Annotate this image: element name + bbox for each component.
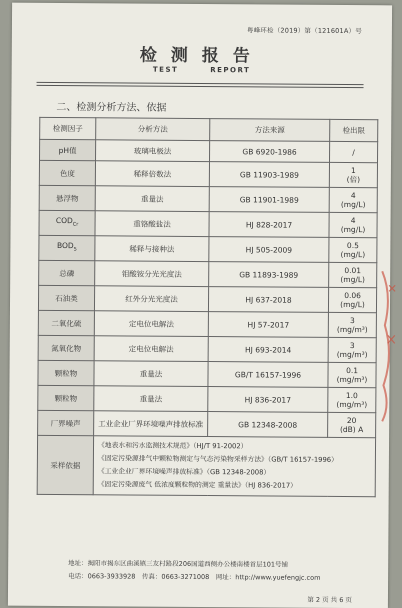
column-header: 检测因子 xyxy=(40,117,96,139)
table-row xyxy=(39,235,377,262)
limit-line: (mg/L) xyxy=(340,299,365,310)
factor-cell: pH值 xyxy=(40,139,96,160)
factor-cell: 颗粒物 xyxy=(38,360,94,385)
limit-line: 3 xyxy=(349,341,355,351)
limit-cell xyxy=(329,212,377,237)
limit-cell xyxy=(329,162,377,187)
source-cell: GB 12348-2008 xyxy=(208,412,328,438)
footer-address: 地址：揭阳市揭东区曲溪镇三友村路段206国道西侧办公楼南楼首层101号铺 xyxy=(68,559,289,569)
footer-contact: 电话：0663-3933928 传真：0663-3271008 网址：http://www.yuefengjc.com xyxy=(68,572,321,582)
table-row xyxy=(39,185,377,212)
table-row xyxy=(38,310,376,337)
limit-line: 0.06 xyxy=(344,291,361,301)
report-title: 检测报告 xyxy=(139,45,264,67)
report-number: 粤峰环检（2019）第（121601A）号 xyxy=(246,26,362,36)
limit-cell xyxy=(328,312,376,337)
factor-cell: 颗粒物 xyxy=(38,385,94,410)
basis-line: 《固定污染源废气 低浓度颗粒物的测定 重量法》（HJ 836-2017） xyxy=(97,480,298,490)
column-header: 方法来源 xyxy=(210,119,330,142)
limit-line: 4 xyxy=(350,216,356,226)
header-rule-thin xyxy=(37,85,364,88)
method-cell: 重铬酸盐法 xyxy=(95,211,209,237)
limit-line: 0.1 xyxy=(346,366,359,376)
column-header: 检出限 xyxy=(330,119,378,141)
basis-row xyxy=(37,435,375,496)
limit-line: (mg/m³) xyxy=(336,324,368,335)
limit-line: (mg/L) xyxy=(340,199,366,210)
method-table xyxy=(37,117,379,497)
basis-label: 采样依据 xyxy=(37,435,93,494)
factor-cell: 石油类 xyxy=(38,285,94,310)
method-cell: 工业企业厂界环境噪声排放标准 xyxy=(94,411,208,437)
basis-line: 《地表水和污水监测技术规范》（HJ/T 91-2002） xyxy=(97,441,248,451)
limit-cell xyxy=(328,387,376,412)
source-cell: GB 11893-1989 xyxy=(209,262,329,288)
source-cell: HJ 505-2009 xyxy=(209,237,329,263)
limit-cell xyxy=(328,287,376,312)
limit-line: 1.0 xyxy=(345,391,358,401)
table-row xyxy=(38,360,376,387)
method-cell: 定电位电解法 xyxy=(94,336,208,362)
table-row xyxy=(38,335,376,362)
limit-line: 3 xyxy=(349,316,355,326)
factor-cell: 氮氧化物 xyxy=(38,335,94,360)
limit-cell xyxy=(328,412,376,437)
limit-line: (mg/L) xyxy=(340,224,366,235)
limit-line: (mg/L) xyxy=(340,249,366,260)
column-header: 分析方法 xyxy=(96,118,210,141)
source-cell: HJ 57-2017 xyxy=(208,312,328,338)
basis-line: 《固定污染源排气中颗粒物测定与气态污染物采样方法》（GB/T 16157-1996） xyxy=(97,454,338,464)
limit-line: (mg/L) xyxy=(340,274,366,285)
factor-cell: 悬浮物 xyxy=(39,185,95,210)
limit-cell xyxy=(330,141,378,162)
limit-cell xyxy=(328,337,376,362)
limit-cell xyxy=(329,187,377,212)
table-row xyxy=(39,160,377,187)
source-cell: HJ 836-2017 xyxy=(208,387,328,413)
method-cell: 稀释与接种法 xyxy=(95,236,209,262)
limit-line: (mg/m³) xyxy=(336,349,368,360)
limit-line: 4 xyxy=(350,191,356,201)
source-cell: HJ 828-2017 xyxy=(209,212,329,238)
limit-line: 0.01 xyxy=(344,266,362,276)
limit-line: (dB) A xyxy=(339,424,364,435)
factor-cell: 色度 xyxy=(39,160,95,185)
section-title: 二、检测分析方法、依据 xyxy=(56,101,167,114)
factor-cell: $BOD_5$ xyxy=(39,235,95,260)
table-row xyxy=(38,385,376,412)
table-row xyxy=(38,410,376,437)
source-cell: GB/T 16157-1996 xyxy=(208,362,328,388)
basis-line: 《工业企业厂界环境噪声排放标准》（GB 12348-2008） xyxy=(97,467,271,477)
factor-cell: 二氧化硫 xyxy=(38,310,94,335)
limit-line: (mg/m³) xyxy=(336,399,368,410)
limit-line: 0.5 xyxy=(346,241,359,251)
method-cell: 钼酸铵分光光度法 xyxy=(95,261,209,287)
table-row xyxy=(40,139,378,162)
method-cell: 重量法 xyxy=(95,186,209,212)
source-cell: HJ 693-2014 xyxy=(208,337,328,363)
limit-cell xyxy=(329,237,377,262)
limit-line: (mg/m³) xyxy=(336,374,368,385)
factor-cell: $COD_{Cr}$ xyxy=(39,210,95,235)
method-cell: 玻璃电极法 xyxy=(96,140,210,162)
source-cell: GB 6920-1986 xyxy=(210,141,330,163)
table-row xyxy=(38,285,376,312)
table-row xyxy=(39,210,377,237)
source-cell: GB 11901-1989 xyxy=(209,187,329,213)
factor-cell: 总磷 xyxy=(39,260,95,285)
report-title-english: TEST REPORT xyxy=(152,65,251,75)
limit-cell xyxy=(329,262,377,287)
method-cell: 红外分光光度法 xyxy=(94,286,208,312)
basis-list xyxy=(93,436,375,497)
red-stamp-edge xyxy=(379,265,398,425)
factor-cell: 厂界噪声 xyxy=(38,410,94,435)
source-cell: HJ 637-2018 xyxy=(208,287,328,313)
limit-line: / xyxy=(352,147,355,157)
source-cell: GB 11903-1989 xyxy=(209,162,329,188)
method-cell: 定电位电解法 xyxy=(94,311,208,337)
method-cell: 稀释倍数法 xyxy=(95,161,209,187)
method-cell: 重量法 xyxy=(94,361,208,387)
limit-line: (倍) xyxy=(346,175,361,185)
limit-line: 20 xyxy=(346,416,357,426)
table-header-row xyxy=(40,117,378,141)
limit-cell xyxy=(328,362,376,387)
report-page xyxy=(8,3,392,608)
method-cell: 重量法 xyxy=(94,386,208,412)
limit-line: 1 xyxy=(351,166,356,176)
table-row xyxy=(39,260,377,287)
page-number: 第 2 页 共 6 页 xyxy=(307,595,352,605)
